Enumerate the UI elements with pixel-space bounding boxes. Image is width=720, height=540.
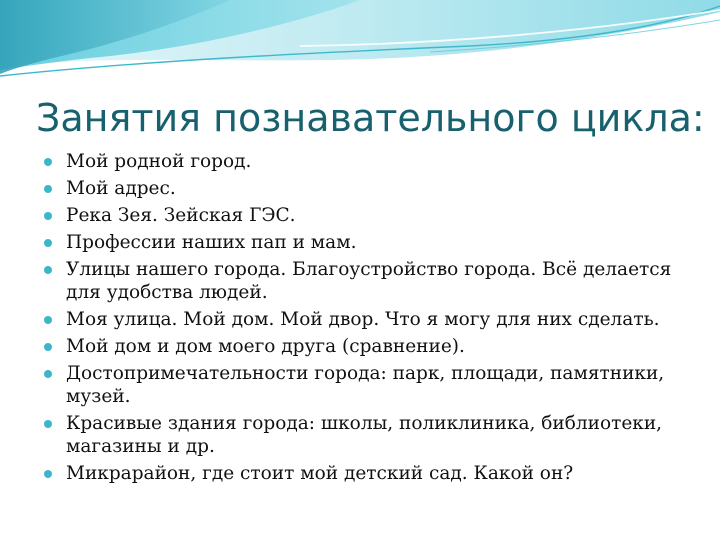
list-item-text: Красивые здания города: школы, поликлиника, библиотеки, магазины и др. [66,413,663,457]
list-item-text: Микрарайон, где стоит мой детский сад. Какой он? [66,463,574,484]
bullet-dot-icon [44,343,52,351]
bullet-dot-icon [44,316,52,324]
bullet-dot-icon [44,239,52,247]
list-item [44,231,694,254]
wave-banner-decoration [0,0,720,90]
list-item [44,412,694,458]
slide-title: Занятия познавательного цикла: [36,96,705,140]
list-item [44,258,694,304]
bullet-dot-icon [44,212,52,220]
list-item [44,308,694,331]
list-item-text: Река Зея. Зейская ГЭС. [66,205,296,226]
list-item-text: Мой родной город. [66,151,252,172]
list-item-text: Достопримечательности города: парк, площади, памятники, музей. [66,363,665,407]
list-item [44,362,694,408]
list-item [44,177,694,200]
bullet-dot-icon [44,420,52,428]
list-item [44,150,694,173]
bullet-dot-icon [44,370,52,378]
bullet-dot-icon [44,266,52,274]
bullet-dot-icon [44,158,52,166]
list-item-text: Профессии наших пап и мам. [66,232,357,253]
list-item-text: Мой адрес. [66,178,176,199]
list-item-text: Мой дом и дом моего друга (сравнение). [66,336,465,357]
bullet-dot-icon [44,470,52,478]
list-item [44,462,694,485]
bullet-dot-icon [44,185,52,193]
list-item-text: Моя улица. Мой дом. Мой двор. Что я могу для них сделать. [66,309,660,330]
list-item [44,204,694,227]
list-item-text: Улицы нашего города. Благоустройство города. Всё делается для удобства людей. [66,259,672,303]
list-item [44,335,694,358]
bullet-list [44,150,694,489]
